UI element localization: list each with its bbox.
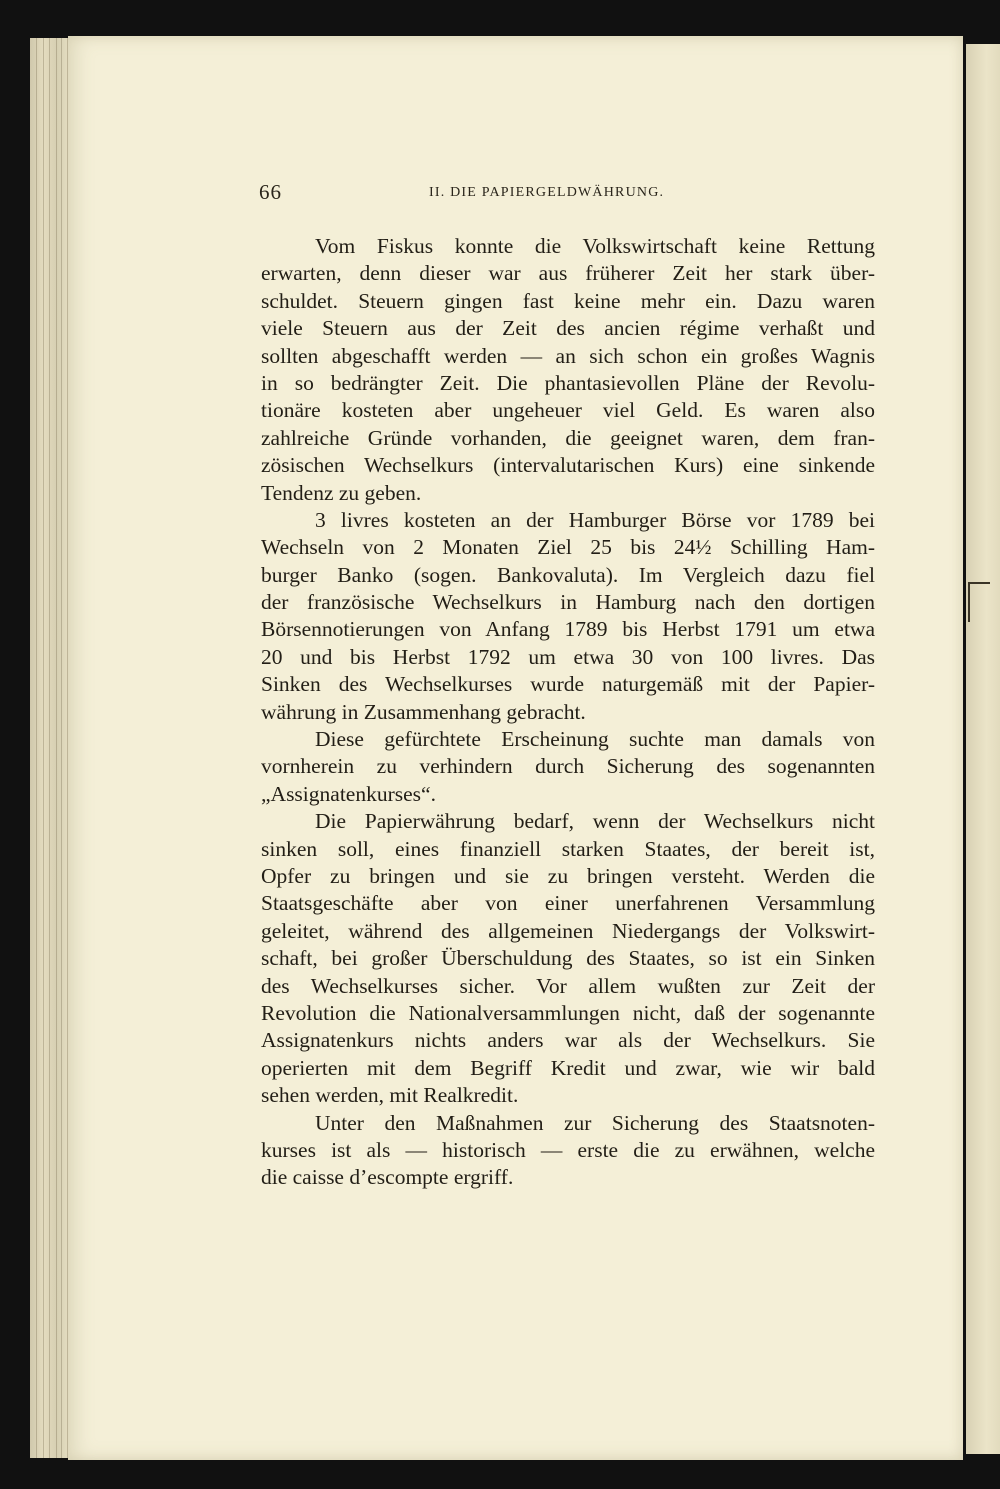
paragraph-1	[261, 233, 875, 507]
text-line: Tendenz zu geben.	[261, 480, 422, 505]
page-header	[259, 180, 879, 210]
text-line: schaft, bei großer Überschuldung des Staates, so ist ein Sinken	[261, 946, 875, 971]
text-line: zösischen Wechselkurs (intervalutarischen Kurs) eine sinkende	[261, 453, 875, 478]
text-line: Revolution die Nationalversammlungen nicht, daß der sogenannte	[261, 1000, 875, 1025]
text-line: Staatsgeschäfte aber von einer unerfahrenen Versammlung	[261, 891, 875, 916]
paragraph-4	[261, 808, 875, 1109]
paragraph-5	[261, 1110, 875, 1192]
running-head: II. DIE PAPIERGELDWÄHRUNG.	[429, 185, 665, 200]
text-line: währung in Zusammenhang gebracht.	[261, 699, 586, 724]
paragraph-2	[261, 507, 875, 726]
text-line: sehen werden, mit Realkredit.	[261, 1083, 519, 1108]
text-line: Opfer zu bringen und sie zu bringen versteht. Werden die	[261, 863, 875, 888]
text-line: 3 livres kosteten an der Hamburger Börse vor 1789 bei	[315, 507, 875, 532]
text-line: viele Steuern aus der Zeit des ancien régime verhaßt und	[261, 316, 875, 341]
text-line: zahlreiche Gründe vorhanden, die geeignet waren, dem fran-	[261, 425, 875, 450]
text-line: Diese gefürchtete Erscheinung suchte man damals von	[315, 727, 875, 752]
text-line: operierten mit dem Begriff Kredit und zwar, wie wir bald	[261, 1055, 875, 1080]
text-line: der französische Wechselkurs in Hamburg nach den dortigen	[261, 590, 875, 615]
text-line: vornherein zu verhindern durch Sicherung des sogenannten	[261, 754, 875, 779]
text-line: Wechseln von 2 Monaten Ziel 25 bis 24½ Schilling Ham-	[261, 535, 875, 560]
text-line: Börsennotierungen von Anfang 1789 bis Herbst 1791 um etwa	[261, 617, 875, 642]
text-line: sinken soll, eines finanziell starken Staates, der bereit ist,	[261, 836, 875, 861]
facing-page-mark-vertical	[968, 582, 970, 622]
facing-page-mark	[968, 582, 990, 584]
text-line: „Assignatenkurses“.	[261, 781, 436, 806]
text-line: geleitet, während des allgemeinen Niedergangs der Volkswirt-	[261, 918, 875, 943]
text-line: Unter den Maßnahmen zur Sicherung des Staatsnoten-	[315, 1110, 875, 1135]
text-line: sollten abgeschafft werden — an sich schon ein großes Wagnis	[261, 343, 875, 368]
text-line: in so bedrängter Zeit. Die phantasievollen Pläne der Revolu-	[261, 370, 875, 395]
text-line: des Wechselkurses sicher. Vor allem wußten zur Zeit der	[261, 973, 875, 998]
page-number: 66	[259, 180, 282, 204]
text-line: schuldet. Steuern gingen fast keine mehr ein. Dazu waren	[261, 288, 875, 313]
text-line: 20 und bis Herbst 1792 um etwa 30 von 100 livres. Das	[261, 644, 875, 669]
text-line: Vom Fiskus konnte die Volkswirtschaft keine Rettung	[315, 234, 875, 258]
paragraph-3	[261, 726, 875, 808]
text-line: tionäre kosteten aber ungeheuer viel Geld. Es waren also	[261, 398, 875, 423]
text-line: burger Banko (sogen. Bankovaluta). Im Vergleich dazu fiel	[261, 562, 875, 587]
body-text	[261, 233, 875, 1192]
text-line: Assignatenkurs nichts anders war als der Wechselkurs. Sie	[261, 1028, 875, 1053]
text-line: kurses ist als — historisch — erste die zu erwähnen, welche	[261, 1137, 875, 1162]
text-line: Sinken des Wechselkurses wurde naturgemäß mit der Papier-	[261, 672, 875, 697]
facing-page-edge	[966, 44, 1000, 1454]
text-line: Die Papierwährung bedarf, wenn der Wechselkurs nicht	[315, 809, 875, 834]
text-line: die caisse d’escompte ergriff.	[261, 1165, 514, 1190]
text-line: erwarten, denn dieser war aus früherer Zeit her stark über-	[261, 261, 875, 286]
